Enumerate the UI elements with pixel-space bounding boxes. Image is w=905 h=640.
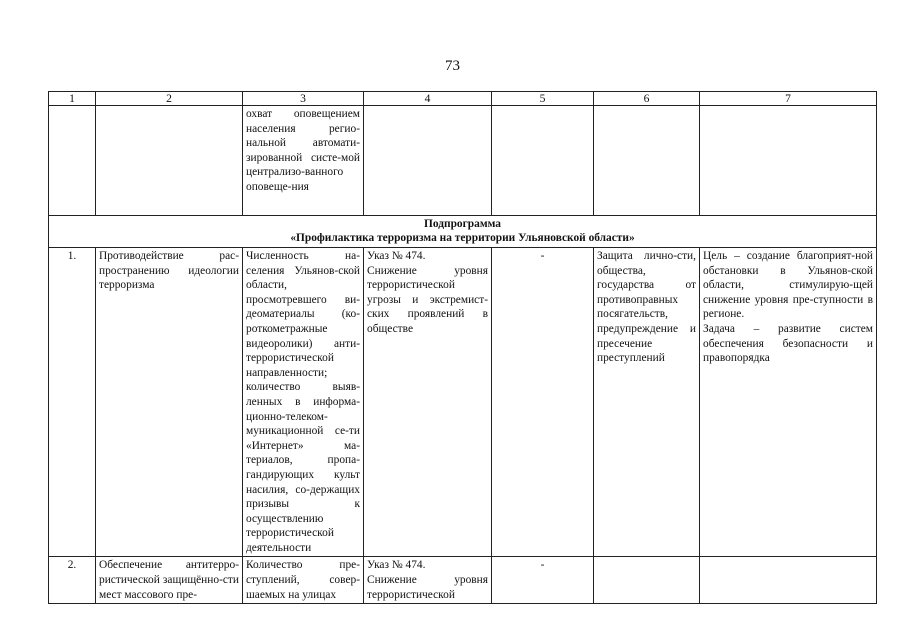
task-text: Задача – развитие систем обеспечения безопасности и правопорядка — [703, 322, 873, 365]
decree-text: Снижение уровня террористической угрозы и экстремист-ских проявлений в обществе — [367, 264, 488, 335]
page-number: 73 — [445, 58, 460, 74]
table-row — [49, 557, 877, 604]
subprogram-label: Подпрограмма — [424, 218, 501, 230]
column-header: 6 — [594, 92, 700, 106]
table-cell — [96, 106, 243, 216]
goal-task-cell — [700, 248, 877, 557]
measure-name: Противодействие рас-пространению идеологии терроризма — [96, 248, 243, 557]
indicator-cell: Численность на-селения Ульянов-ской области, просмотревшего ви-деоматериалы (ко-роткометражные видеоролики) анти-террористической направленности; количество выяв-ленных в информа-ционно-телеком-муникационной се-ти «Интернет» ма-териалов, пропа-гандирующих культ насилия, со-держащих призывы к осуществлению террористической деятельности — [243, 248, 364, 557]
column-header: 7 — [700, 92, 877, 106]
table-row — [49, 248, 877, 557]
row-number: 1. — [49, 248, 96, 557]
table-cell — [594, 106, 700, 216]
column-header: 4 — [364, 92, 492, 106]
column-header: 1 — [49, 92, 96, 106]
col6-cell — [594, 557, 700, 604]
subprogram-row — [49, 216, 877, 248]
table-cell — [364, 106, 492, 216]
goal-text: Цель – создание благоприят-ной обстановки в Ульянов-ской области, стимулирую-щей снижение уровня пре-ступности в регионе. — [703, 250, 873, 321]
table-cell — [49, 106, 96, 216]
indicator-cell: Количество пре-ступлений, совер-шаемых на улицах — [243, 557, 364, 604]
program-table — [48, 91, 877, 604]
subprogram-title — [49, 216, 877, 248]
col5-cell: - — [492, 248, 594, 557]
indicator-cell: охват оповещением населения регио-нальной автомати-зированной систе-мой централизо-ванного оповеще-ния — [243, 106, 364, 216]
table-cell — [492, 106, 594, 216]
column-header: 3 — [243, 92, 364, 106]
decree-cell — [364, 248, 492, 557]
row-number: 2. — [49, 557, 96, 604]
decree-title: Указ № 474. — [367, 250, 426, 262]
table-header-row — [49, 92, 877, 106]
column-header: 2 — [96, 92, 243, 106]
column-header: 5 — [492, 92, 594, 106]
col6-cell: Защита лично-сти, общества, государства от противоправных посягательств, предупреждение и пресечение преступлений — [594, 248, 700, 557]
table-row-continuation — [49, 106, 877, 216]
decree-title: Указ № 474. — [367, 559, 426, 572]
table-cell — [700, 106, 877, 216]
measure-name: Обеспечение антитерро-ристической защищённо-сти мест массового пре- — [96, 557, 243, 604]
goal-task-cell — [700, 557, 877, 604]
decree-text: Снижение уровня террористической — [367, 574, 488, 601]
subprogram-name: «Профилактика терроризма на территории Ульяновской области» — [290, 232, 635, 244]
col5-cell: - — [492, 557, 594, 604]
decree-cell — [364, 557, 492, 604]
